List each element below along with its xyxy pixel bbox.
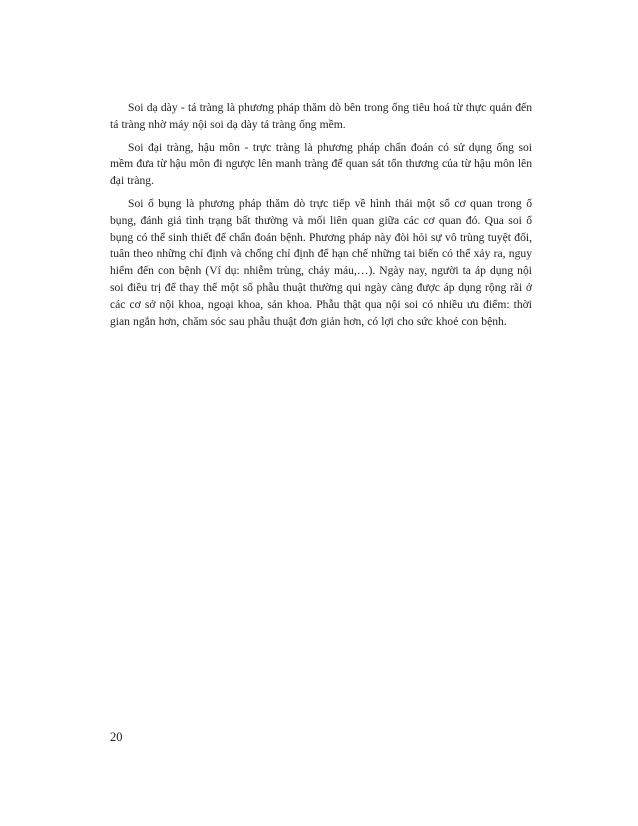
body-text — [110, 100, 532, 336]
paragraph-laparoscopy: Soi ổ bụng là phương pháp thăm dò trực tiếp về hình thái một số cơ quan trong ổ bụng, đánh giá tình trạng bất thường và mối liên quan giữa các cơ quan đó. Qua soi ổ bụng có thể sinh thiết để chẩn đoán bệnh. Phương pháp này đòi hỏi sự vô trùng tuyệt đối, tuân theo những chỉ định và chống chỉ định để hạn chế những tai biến có thể xảy ra, nguy hiểm đến con bệnh (Ví dụ: nhiễm trùng, chảy máu,…). Ngày nay, người ta áp dụng nội soi điều trị để thay thế một số phẫu thuật thường qui ngày càng được áp dụng rộng rãi ở các cơ sở nội khoa, ngoại khoa, sản khoa. Phẫu thật qua nội soi có nhiều ưu điểm: thời gian ngắn hơn, chăm sóc sau phẫu thuật đơn giản hơn, có lợi cho sức khoẻ con bệnh. — [110, 196, 532, 328]
paragraph-colonoscopy: Soi đại tràng, hậu môn - trực tràng là phương pháp chẩn đoán có sử dụng ống soi mềm đưa từ hậu môn đi ngược lên manh tràng để quan sát tổn thương của từ hậu môn lên đại tràng. — [110, 140, 532, 188]
paragraph-upper-gi-endoscopy: Soi dạ dày - tá tràng là phương pháp thăm dò bên trong ống tiêu hoá từ thực quản đến tá tràng nhờ máy nội soi dạ dày tá tràng ống mềm. — [110, 101, 532, 131]
page-number: 20 — [110, 730, 123, 744]
